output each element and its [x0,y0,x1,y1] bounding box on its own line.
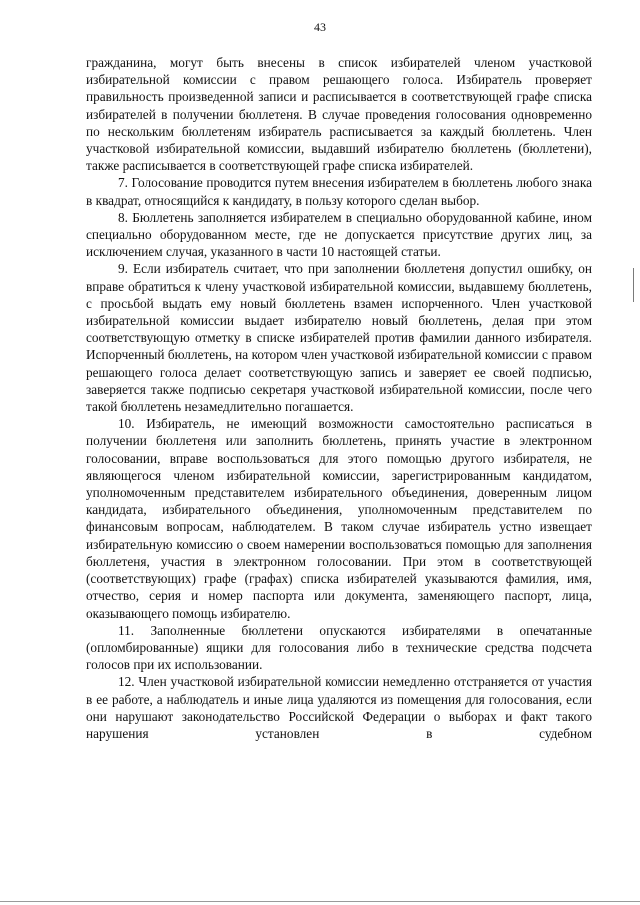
paragraph-continuation: гражданина, могут быть внесены в список избирателей членом участковой избирательной комиссии с правом решающего голоса. Избиратель проверяет правильность произведенной записи и расписывается в соответствующей графе списка избирателей в получении бюллетеня. В случае проведения голосования одновременно по нескольким бюллетеням избиратель расписывается за каждый бюллетень. Член участковой избирательной комиссии, выдавший избирателю бюллетень (бюллетени), также расписывается в соответствующей графе списка избирателей. [86,55,592,174]
paragraph-8: 8. Бюллетень заполняется избирателем в специально оборудованной кабине, ином специально оборудованном месте, где не допускается присутствие других лиц, за исключением случая, указанного в части 10 настоящей статьи. [86,209,592,260]
scan-edge-mark [633,268,634,302]
paragraph-11: 11. Заполненные бюллетени опускаются избирателями в опечатанные (опломбированные) ящики для голосования либо в технические средства подсчета голосов при их использовании. [86,622,592,673]
document-body [86,54,592,742]
page-number: 43 [314,20,326,34]
paragraph-9: 9. Если избиратель считает, что при заполнении бюллетеня допустил ошибку, он вправе обратиться к члену участковой избирательной комиссии, выдавшему бюллетень, с просьбой выдать ему новый бюллетень взамен испорченного. Член участковой избирательной комиссии выдает избирателю новый бюллетень, делая при этом соответствующую отметку в списке избирателей против фамилии данного избирателя. Испорченный бюллетень, на котором член участковой избирательной комиссии с правом решающего голоса делает соответствующую запись и заверяет ее своей подписью, заверяется также подписью секретаря участковой избирательной комиссии, после чего такой бюллетень незамедлительно погашается. [86,261,592,415]
paragraph-10: 10. Избиратель, не имеющий возможности самостоятельно расписаться в получении бюллетеня или заполнить бюллетень, принять участие в электронном голосовании, вправе воспользоваться для этого помощью другого избирателя, не являющегося членом избирательной комиссии, зарегистрированным кандидатом, уполномоченным представителем избирательного объединения, доверенным лицом кандидата, избирательного объединения, уполномоченным представителем по финансовым вопросам, наблюдателем. В таком случае избиратель устно извещает избирательную комиссию о своем намерении воспользоваться помощью для заполнения бюллетеня, участия в электронном голосовании. При этом в соответствующей (соответствующих) графе (графах) списка избирателей указываются фамилия, имя, отчество, серия и номер паспорта или документа, заменяющего паспорт, лица, оказывающего помощь избирателю. [86,416,592,621]
scan-bottom-edge [0,901,640,902]
paragraph-7: 7. Голосование проводится путем внесения избирателем в бюллетень любого знака в квадрат, относящийся к кандидату, в пользу которого сделан выбор. [86,175,592,208]
paragraph-12: 12. Член участковой избирательной комиссии немедленно отстраняется от участия в ее работе, а наблюдатель и иные лица удаляются из помещения для голосования, если они нарушают законодательство Российской Федерации о выборах и факт такого нарушения установлен в судебном [86,674,592,741]
